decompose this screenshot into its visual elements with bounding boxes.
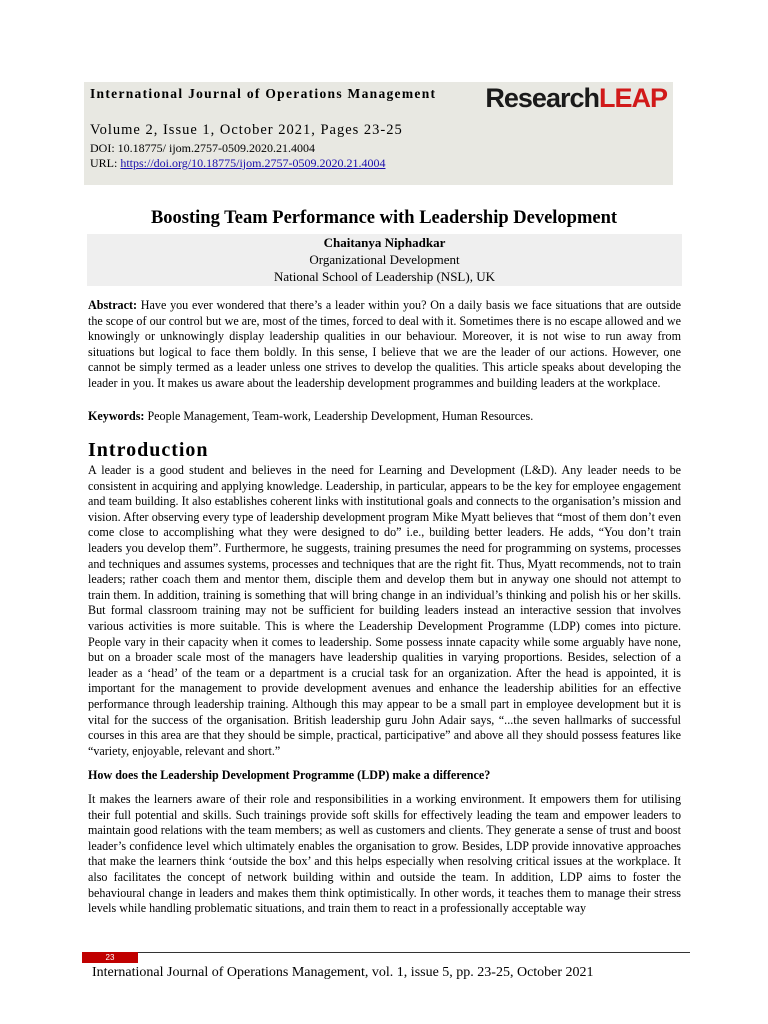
url-label: URL: xyxy=(90,156,121,170)
footer-citation: International Journal of Operations Management, vol. 1, issue 5, pp. 23-25, October 2021 xyxy=(92,965,594,980)
ldp-paragraph: It makes the learners aware of their role and responsibilities in a working environment. It empowers them for utilising their full potential and skills. Such trainings provide soft skills for effectively leading the team and empower leaders to maintain good relations with the team members; as well as customers and clients. They generate a sense of trust and boost leader’s confidence level which ultimately enables the organisation to grow. Besides, LDP provide innovative approaches that make the learners think ‘outside the box’ and this helps especially when resolving critical issues at the workplace. It also facilitates the concept of network building within and outside the team. In addition, LDP aims to foster the behavioural change in leaders and makes them think optimistically. In other words, it teaches them to manage their stress levels while handling problematic situations, and train them to react in a professionally acceptable way xyxy=(88,792,681,916)
page-number: 23 xyxy=(82,952,138,963)
introduction-paragraph: A leader is a good student and believes in the need for Learning and Development (L&D). Any leader needs to be consistent in acquiring and applying knowledge. Leadership, in particular, appears to be the key for employee engagement and team building. It also establishes coherent links with institutional goals and connects to the organisation’s mission and vision. After observing every type of leadership development program Mike Myatt believes that “most of them don’t even come close to accomplishing what they were designed to do” i.e., building better leaders. He adds, “You don’t train leaders you develop them”. Furthermore, he suggests, training presumes the need for programming on systems, processes and techniques and assumes systems, processes and techniques that are the right fit. Thus, Myatt recommends, not to train leaders; rather coach them and mentor them, disciple them and develop them but in anyway one should not attempt to train them. In addition, training is something that will bring change in an individual’s thinking and polish his or her skills. But formal classroom training may not be sufficient for building leaders instead an interactive session that involves various activities is more suitable. This is where the Leadership Development Programme (LDP) comes into picture. People vary in their capacity when it comes to leadership. Some possess innate capacity while some arguably have none, but on a broader scale most of the managers have leadership qualities in varying proportions. Besides, selection of a leader as a ‘head’ of the team or a department is a crucial task for an organization. After the head is appointed, it is important for the management to provide development avenues and enhance the leadership abilities for an effective performance through leadership training. Although this may appear to be a small part in employee development but it is vital for the success of the organisation. British leadership guru John Adair says, “...the seven hallmarks of successful courses in this area are that they should be simple, practical, participative” and above all they should possess features like “variety, enjoyable, relevant and short.” xyxy=(88,463,681,758)
doi-link[interactable]: https://doi.org/10.18775/ijom.2757-0509.2020.21.4004 xyxy=(120,156,386,170)
journal-header xyxy=(84,82,673,185)
logo-leap: LEAP xyxy=(598,83,667,113)
author-name: Chaitanya Niphadkar xyxy=(323,235,446,250)
affiliation-dept: Organizational Development xyxy=(309,252,460,267)
url-line xyxy=(90,156,385,171)
section-heading-introduction: Introduction xyxy=(88,439,209,461)
abstract xyxy=(88,298,681,392)
subsection-heading: How does the Leadership Development Programme (LDP) make a difference? xyxy=(88,768,491,782)
volume-info: Volume 2, Issue 1, October 2021, Pages 23-25 xyxy=(90,122,403,138)
article-title: Boosting Team Performance with Leadership Development xyxy=(150,208,618,228)
keywords-label: Keywords: xyxy=(88,409,145,423)
keywords xyxy=(88,409,681,425)
doi: DOI: 10.18775/ ijom.2757-0509.2020.21.4004 xyxy=(90,141,315,155)
logo-research: Research xyxy=(485,83,599,113)
author-block xyxy=(87,234,682,286)
journal-name: International Journal of Operations Management xyxy=(90,86,437,101)
abstract-text: Have you ever wondered that there’s a leader within you? On a daily basis we face situations that are outside the scope of our control but we are, most of the times, forced to deal with it. Sometimes there is no escape allowed and we knowingly or unknowingly display leadership qualities in our behaviour. Moreover, it is not wise to run away from situations but logical to face them boldly. In this sense, I believe that we are the leader of our actions. However, one cannot be simply termed as a leader unless one strives to develop the qualities. This article speaks about developing the leader in you. It makes us aware about the leadership development programmes and building leaders at the workplace. xyxy=(88,298,681,390)
footer-divider xyxy=(82,952,690,953)
keywords-text: People Management, Team-work, Leadership Development, Human Resources. xyxy=(144,409,534,423)
researchleap-logo xyxy=(485,82,667,114)
abstract-label: Abstract: xyxy=(88,298,138,312)
affiliation-org: National School of Leadership (NSL), UK xyxy=(274,269,495,284)
